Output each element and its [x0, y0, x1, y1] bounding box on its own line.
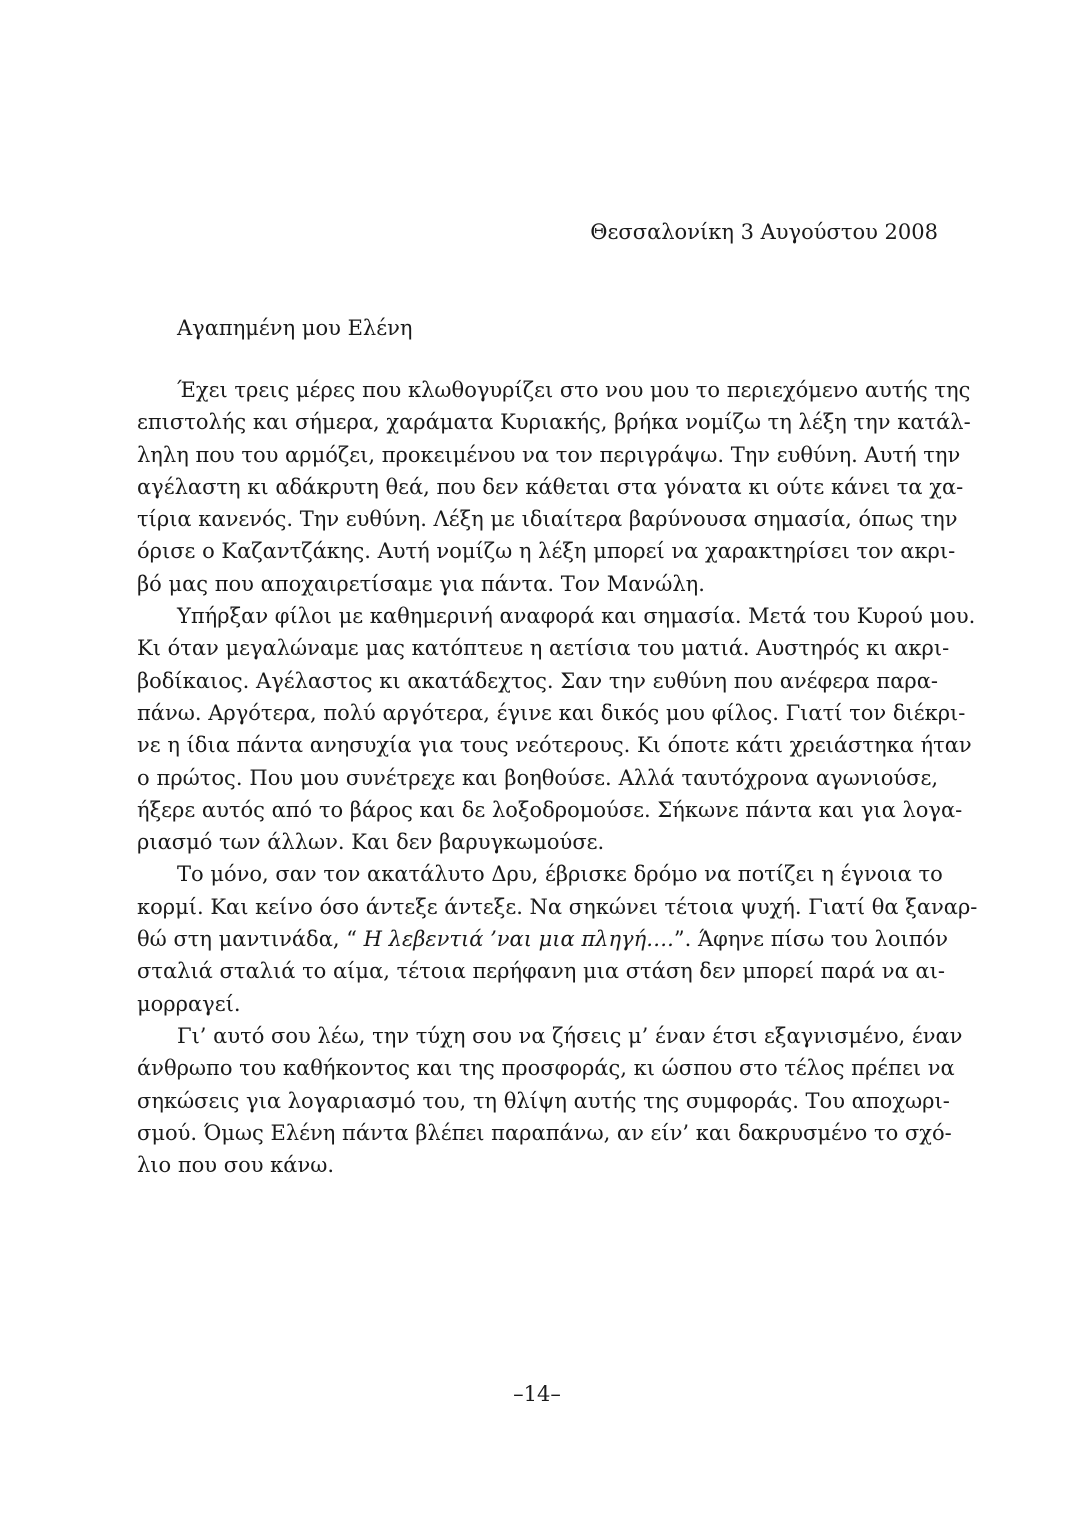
letter-body	[137, 374, 978, 1181]
paragraph-3-line-3	[137, 923, 949, 955]
paragraph-3-line-2: κορμί. Και κείνο όσο άντεξε άντεξε. Να σηκώνει τέτοια ψυχή. Γιατί θα ξαναρ-	[137, 894, 978, 919]
paragraph-1-line-2: επιστολής και σήμερα, χαράματα Κυριακής, βρήκα νομίζω τη λέξη την κατάλ-	[137, 410, 971, 435]
paragraph-2-line-1: Υπήρξαν φίλοι με καθημερινή αναφορά και σημασία. Μετά του Κυρού μου.	[177, 604, 976, 629]
mantinada-quote: Η λεβεντιά ’ναι μια πληγή….	[363, 927, 674, 952]
paragraph-4-line-3: σηκώσεις για λογαριασμό του, τη θλίψη αυτής της συμφοράς. Του αποχωρι-	[137, 1088, 950, 1113]
salutation: Αγαπημένη μου Ελένη	[177, 316, 413, 340]
paragraph-3-line-4: σταλιά σταλιά το αίμα, τέτοια περήφανη μια στάση δεν μπορεί παρά να αι-	[137, 959, 945, 984]
paragraph-4-line-1: Γι’ αυτό σου λέω, την τύχη σου να ζήσεις μ’ έναν έτσι εξαγνισμένο, έναν	[177, 1023, 963, 1048]
paragraph-1-line-6: όρισε ο Καζαντζάκης. Αυτή νομίζω η λέξη μπορεί να χαρακτηρίσει τον ακρι-	[137, 539, 956, 564]
paragraph-2-line-7: ήξερε αυτός από το βάρος και δε λοξοδρομούσε. Σήκωνε πάντα και για λογα-	[137, 797, 963, 822]
paragraph-4-line-2: άνθρωπο του καθήκοντος και της προσφοράς, κι ώσπου στο τέλος πρέπει να	[137, 1056, 955, 1081]
paragraph-3-line-5: μορραγεί.	[137, 991, 241, 1016]
quote-lead-text: θώ στη μαντινάδα, “	[137, 927, 364, 952]
paragraph-3-line-1: Το μόνο, σαν τον ακατάλυτο Δρυ, έβρισκε δρόμο να ποτίζει η έγνοια το	[177, 862, 943, 887]
paragraph-1-line-3: ληλη που του αρμόζει, προκειμένου να τον περιγράψω. Την ευθύνη. Αυτή την	[137, 442, 961, 467]
paragraph-2-line-3: βοδίκαιος. Αγέλαστος κι ακατάδεχτος. Σαν την ευθύνη που ανέφερα παρα-	[137, 668, 938, 693]
paragraph-1-line-4: αγέλαστη κι αδάκρυτη θεά, που δεν κάθεται στα γόνατα κι ούτε κάνει τα χα-	[137, 474, 964, 499]
page-number: –14–	[513, 1382, 561, 1406]
paragraph-4-line-5: λιο που σου κάνω.	[137, 1153, 335, 1178]
paragraph-2-line-2: Κι όταν μεγαλώναμε μας κατόπτευε η αετίσια του ματιά. Αυστηρός κι ακρι-	[137, 636, 950, 661]
paragraph-2-line-6: ο πρώτος. Που μου συνέτρεχε και βοηθούσε. Αλλά ταυτόχρονα αγωνιούσε,	[137, 765, 938, 790]
paragraph-2-line-8: ριασμό των άλλων. Και δεν βαρυγκωμούσε.	[137, 830, 605, 855]
paragraph-2-line-4: πάνω. Αργότερα, πολύ αργότερα, έγινε και δικός μου φίλος. Γιατί τον διέκρι-	[137, 700, 966, 725]
paragraph-1-line-7: βό μας που αποχαιρετίσαμε για πάντα. Τον Μανώλη.	[137, 571, 705, 596]
paragraph-1-line-1: Έχει τρεις μέρες που κλωθογυρίζει στο νου μου το περιεχόμενο αυτής της	[177, 378, 971, 402]
quote-trail-text: ”. Άφηνε πίσω του λοιπόν	[673, 927, 949, 952]
paragraph-4-line-4: σμού. Όμως Ελένη πάντα βλέπει παραπάνω, αν είν’ και δακρυσμένο το σχό-	[137, 1120, 952, 1145]
paragraph-2-line-5: νε η ίδια πάντα ανησυχία για τους νεότερους. Κι όποτε κάτι χρειάστηκα ήταν	[137, 733, 972, 758]
dateline: Θεσσαλονίκη 3 Αυγούστου 2008	[590, 220, 938, 244]
paragraph-1-line-5: τίρια κανενός. Την ευθύνη. Λέξη με ιδιαίτερα βαρύνουσα σημασία, όπως την	[137, 507, 958, 532]
